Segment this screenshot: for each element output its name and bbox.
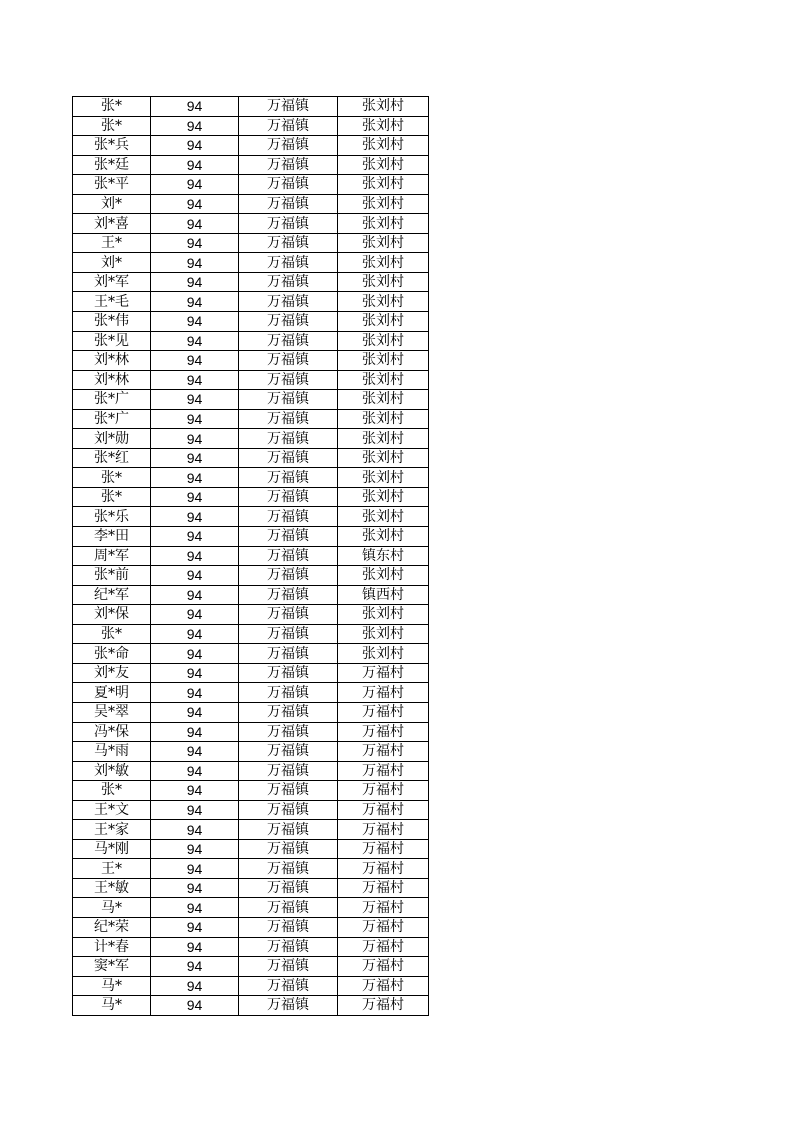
town-cell: 万福镇 <box>239 136 338 156</box>
table-row <box>73 468 429 488</box>
village-cell: 万福村 <box>338 702 429 722</box>
name-cell: 李*田 <box>73 527 151 547</box>
village-cell: 万福村 <box>338 957 429 977</box>
name-cell: 张*兵 <box>73 136 151 156</box>
number-cell: 94 <box>151 155 239 175</box>
name-cell: 张* <box>73 624 151 644</box>
village-cell: 张刘村 <box>338 409 429 429</box>
town-cell: 万福镇 <box>239 351 338 371</box>
town-cell: 万福镇 <box>239 702 338 722</box>
name-cell: 刘*林 <box>73 370 151 390</box>
town-cell: 万福镇 <box>239 292 338 312</box>
village-cell: 张刘村 <box>338 487 429 507</box>
table-row <box>73 781 429 801</box>
table-row <box>73 839 429 859</box>
table-row <box>73 957 429 977</box>
village-cell: 镇东村 <box>338 546 429 566</box>
table-body <box>73 97 429 1016</box>
table-row <box>73 761 429 781</box>
village-cell: 张刘村 <box>338 97 429 117</box>
village-cell: 万福村 <box>338 917 429 937</box>
number-cell: 94 <box>151 722 239 742</box>
village-cell: 万福村 <box>338 898 429 918</box>
table-row <box>73 312 429 332</box>
name-cell: 计*春 <box>73 937 151 957</box>
number-cell: 94 <box>151 448 239 468</box>
table-row <box>73 917 429 937</box>
name-cell: 王* <box>73 233 151 253</box>
name-cell: 张* <box>73 116 151 136</box>
number-cell: 94 <box>151 624 239 644</box>
town-cell: 万福镇 <box>239 917 338 937</box>
town-cell: 万福镇 <box>239 683 338 703</box>
town-cell: 万福镇 <box>239 233 338 253</box>
town-cell: 万福镇 <box>239 781 338 801</box>
table-row <box>73 820 429 840</box>
town-cell: 万福镇 <box>239 566 338 586</box>
number-cell: 94 <box>151 409 239 429</box>
village-cell: 张刘村 <box>338 194 429 214</box>
number-cell: 94 <box>151 136 239 156</box>
table-row <box>73 194 429 214</box>
name-cell: 张* <box>73 781 151 801</box>
village-cell: 张刘村 <box>338 233 429 253</box>
name-cell: 张* <box>73 487 151 507</box>
table-row <box>73 351 429 371</box>
number-cell: 94 <box>151 820 239 840</box>
table-row <box>73 742 429 762</box>
village-cell: 张刘村 <box>338 448 429 468</box>
name-cell: 纪*荣 <box>73 917 151 937</box>
village-cell: 张刘村 <box>338 136 429 156</box>
name-cell: 纪*军 <box>73 585 151 605</box>
number-cell: 94 <box>151 937 239 957</box>
table-row <box>73 898 429 918</box>
name-cell: 张*平 <box>73 175 151 195</box>
name-cell: 刘*保 <box>73 605 151 625</box>
name-cell: 周*军 <box>73 546 151 566</box>
name-cell: 张*广 <box>73 390 151 410</box>
name-cell: 张* <box>73 468 151 488</box>
town-cell: 万福镇 <box>239 605 338 625</box>
number-cell: 94 <box>151 742 239 762</box>
number-cell: 94 <box>151 644 239 664</box>
village-cell: 万福村 <box>338 820 429 840</box>
number-cell: 94 <box>151 663 239 683</box>
village-cell: 万福村 <box>338 937 429 957</box>
name-cell: 刘*喜 <box>73 214 151 234</box>
number-cell: 94 <box>151 97 239 117</box>
name-cell: 王*文 <box>73 800 151 820</box>
number-cell: 94 <box>151 917 239 937</box>
number-cell: 94 <box>151 429 239 449</box>
table-row <box>73 585 429 605</box>
number-cell: 94 <box>151 292 239 312</box>
village-cell: 张刘村 <box>338 566 429 586</box>
village-cell: 张刘村 <box>338 214 429 234</box>
table-row <box>73 507 429 527</box>
name-cell: 马*刚 <box>73 839 151 859</box>
town-cell: 万福镇 <box>239 214 338 234</box>
table-row <box>73 429 429 449</box>
table-row <box>73 624 429 644</box>
town-cell: 万福镇 <box>239 663 338 683</box>
town-cell: 万福镇 <box>239 253 338 273</box>
village-cell: 万福村 <box>338 878 429 898</box>
town-cell: 万福镇 <box>239 957 338 977</box>
town-cell: 万福镇 <box>239 878 338 898</box>
town-cell: 万福镇 <box>239 859 338 879</box>
village-cell: 张刘村 <box>338 390 429 410</box>
town-cell: 万福镇 <box>239 175 338 195</box>
table-row <box>73 97 429 117</box>
number-cell: 94 <box>151 194 239 214</box>
name-cell: 刘*友 <box>73 663 151 683</box>
town-cell: 万福镇 <box>239 937 338 957</box>
number-cell: 94 <box>151 233 239 253</box>
town-cell: 万福镇 <box>239 527 338 547</box>
town-cell: 万福镇 <box>239 898 338 918</box>
name-cell: 张*红 <box>73 448 151 468</box>
village-cell: 张刘村 <box>338 272 429 292</box>
number-cell: 94 <box>151 546 239 566</box>
town-cell: 万福镇 <box>239 429 338 449</box>
name-cell: 冯*保 <box>73 722 151 742</box>
town-cell: 万福镇 <box>239 624 338 644</box>
village-cell: 万福村 <box>338 839 429 859</box>
table-row <box>73 487 429 507</box>
village-cell: 张刘村 <box>338 527 429 547</box>
table-row <box>73 527 429 547</box>
town-cell: 万福镇 <box>239 839 338 859</box>
village-cell: 张刘村 <box>338 507 429 527</box>
town-cell: 万福镇 <box>239 546 338 566</box>
village-cell: 万福村 <box>338 722 429 742</box>
table-row <box>73 409 429 429</box>
number-cell: 94 <box>151 683 239 703</box>
table-row <box>73 272 429 292</box>
table-row <box>73 370 429 390</box>
name-cell: 夏*明 <box>73 683 151 703</box>
town-cell: 万福镇 <box>239 312 338 332</box>
table-row <box>73 937 429 957</box>
number-cell: 94 <box>151 312 239 332</box>
town-cell: 万福镇 <box>239 448 338 468</box>
town-cell: 万福镇 <box>239 507 338 527</box>
name-cell: 王*毛 <box>73 292 151 312</box>
table-row <box>73 663 429 683</box>
name-cell: 刘* <box>73 253 151 273</box>
village-cell: 张刘村 <box>338 370 429 390</box>
name-cell: 刘*军 <box>73 272 151 292</box>
town-cell: 万福镇 <box>239 116 338 136</box>
table-row <box>73 546 429 566</box>
number-cell: 94 <box>151 253 239 273</box>
village-cell: 镇西村 <box>338 585 429 605</box>
number-cell: 94 <box>151 976 239 996</box>
village-cell: 张刘村 <box>338 605 429 625</box>
town-cell: 万福镇 <box>239 761 338 781</box>
table-row <box>73 996 429 1016</box>
name-cell: 刘*林 <box>73 351 151 371</box>
town-cell: 万福镇 <box>239 155 338 175</box>
number-cell: 94 <box>151 761 239 781</box>
town-cell: 万福镇 <box>239 820 338 840</box>
table-row <box>73 566 429 586</box>
town-cell: 万福镇 <box>239 390 338 410</box>
table-row <box>73 800 429 820</box>
table-row <box>73 878 429 898</box>
village-cell: 张刘村 <box>338 624 429 644</box>
village-cell: 万福村 <box>338 683 429 703</box>
name-cell: 吴*翠 <box>73 702 151 722</box>
table-row <box>73 390 429 410</box>
number-cell: 94 <box>151 351 239 371</box>
town-cell: 万福镇 <box>239 996 338 1016</box>
table-row <box>73 722 429 742</box>
name-cell: 马* <box>73 898 151 918</box>
name-cell: 张* <box>73 97 151 117</box>
number-cell: 94 <box>151 507 239 527</box>
town-cell: 万福镇 <box>239 370 338 390</box>
number-cell: 94 <box>151 487 239 507</box>
town-cell: 万福镇 <box>239 742 338 762</box>
name-cell: 刘*敏 <box>73 761 151 781</box>
town-cell: 万福镇 <box>239 800 338 820</box>
table-row <box>73 116 429 136</box>
table-row <box>73 976 429 996</box>
number-cell: 94 <box>151 566 239 586</box>
name-cell: 刘*勋 <box>73 429 151 449</box>
table-row <box>73 233 429 253</box>
village-cell: 万福村 <box>338 663 429 683</box>
table-row <box>73 214 429 234</box>
village-cell: 张刘村 <box>338 468 429 488</box>
name-cell: 张*乐 <box>73 507 151 527</box>
town-cell: 万福镇 <box>239 468 338 488</box>
name-cell: 张*广 <box>73 409 151 429</box>
town-cell: 万福镇 <box>239 331 338 351</box>
town-cell: 万福镇 <box>239 194 338 214</box>
number-cell: 94 <box>151 605 239 625</box>
name-cell: 王* <box>73 859 151 879</box>
name-cell: 窦*军 <box>73 957 151 977</box>
name-cell: 张*伟 <box>73 312 151 332</box>
table-row <box>73 136 429 156</box>
village-cell: 万福村 <box>338 800 429 820</box>
name-cell: 张*廷 <box>73 155 151 175</box>
number-cell: 94 <box>151 800 239 820</box>
number-cell: 94 <box>151 898 239 918</box>
number-cell: 94 <box>151 585 239 605</box>
village-cell: 张刘村 <box>338 292 429 312</box>
town-cell: 万福镇 <box>239 644 338 664</box>
name-cell: 王*敏 <box>73 878 151 898</box>
table-row <box>73 448 429 468</box>
name-cell: 张*前 <box>73 566 151 586</box>
name-cell: 刘* <box>73 194 151 214</box>
number-cell: 94 <box>151 390 239 410</box>
village-cell: 张刘村 <box>338 253 429 273</box>
village-cell: 万福村 <box>338 761 429 781</box>
town-cell: 万福镇 <box>239 976 338 996</box>
number-cell: 94 <box>151 527 239 547</box>
number-cell: 94 <box>151 839 239 859</box>
data-table <box>72 96 429 1016</box>
table-row <box>73 605 429 625</box>
number-cell: 94 <box>151 996 239 1016</box>
town-cell: 万福镇 <box>239 272 338 292</box>
table-row <box>73 683 429 703</box>
village-cell: 张刘村 <box>338 331 429 351</box>
table-row <box>73 859 429 879</box>
village-cell: 万福村 <box>338 742 429 762</box>
number-cell: 94 <box>151 175 239 195</box>
name-cell: 马* <box>73 976 151 996</box>
name-cell: 张*命 <box>73 644 151 664</box>
name-cell: 马*雨 <box>73 742 151 762</box>
table-row <box>73 644 429 664</box>
number-cell: 94 <box>151 878 239 898</box>
number-cell: 94 <box>151 957 239 977</box>
village-cell: 张刘村 <box>338 116 429 136</box>
village-cell: 张刘村 <box>338 312 429 332</box>
village-cell: 万福村 <box>338 859 429 879</box>
village-cell: 张刘村 <box>338 351 429 371</box>
village-cell: 张刘村 <box>338 155 429 175</box>
number-cell: 94 <box>151 370 239 390</box>
village-cell: 张刘村 <box>338 644 429 664</box>
table-row <box>73 175 429 195</box>
village-cell: 万福村 <box>338 976 429 996</box>
number-cell: 94 <box>151 272 239 292</box>
village-cell: 张刘村 <box>338 175 429 195</box>
village-cell: 张刘村 <box>338 429 429 449</box>
town-cell: 万福镇 <box>239 585 338 605</box>
name-cell: 马* <box>73 996 151 1016</box>
name-cell: 王*家 <box>73 820 151 840</box>
number-cell: 94 <box>151 859 239 879</box>
table-row <box>73 155 429 175</box>
number-cell: 94 <box>151 331 239 351</box>
table-row <box>73 292 429 312</box>
number-cell: 94 <box>151 468 239 488</box>
number-cell: 94 <box>151 214 239 234</box>
village-cell: 万福村 <box>338 996 429 1016</box>
number-cell: 94 <box>151 702 239 722</box>
town-cell: 万福镇 <box>239 97 338 117</box>
number-cell: 94 <box>151 781 239 801</box>
town-cell: 万福镇 <box>239 487 338 507</box>
town-cell: 万福镇 <box>239 722 338 742</box>
town-cell: 万福镇 <box>239 409 338 429</box>
name-cell: 张*见 <box>73 331 151 351</box>
table-row <box>73 331 429 351</box>
village-cell: 万福村 <box>338 781 429 801</box>
number-cell: 94 <box>151 116 239 136</box>
table-row <box>73 702 429 722</box>
table-row <box>73 253 429 273</box>
